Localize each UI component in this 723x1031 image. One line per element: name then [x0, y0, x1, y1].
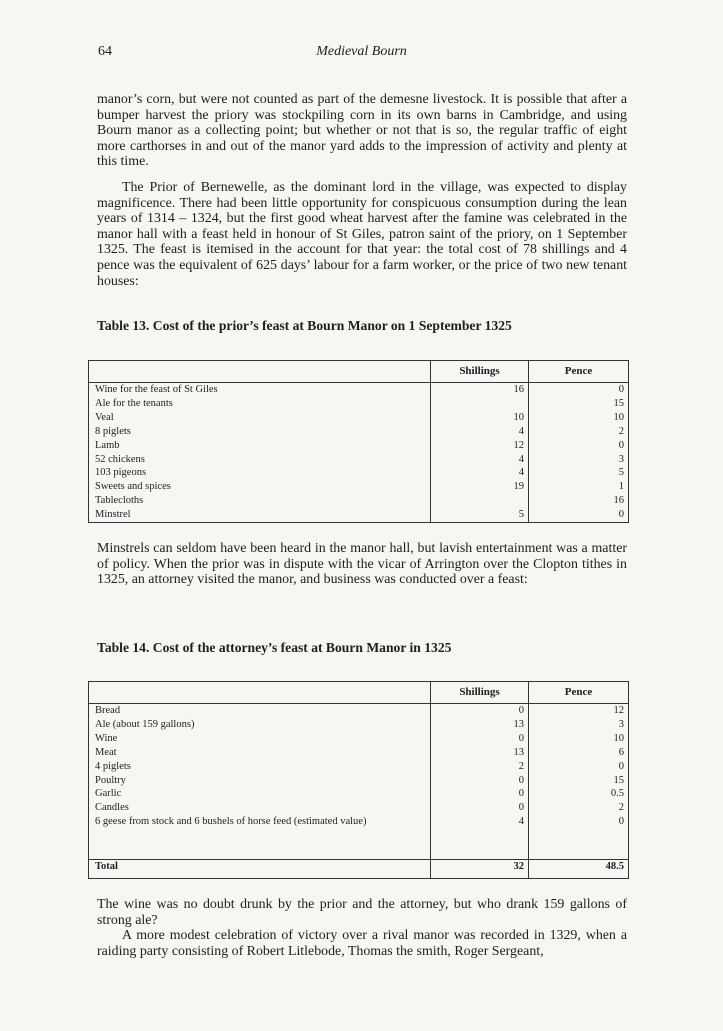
pence-value: 2 [618, 802, 624, 814]
shillings-value [435, 397, 524, 411]
shillings-value: 12 [513, 439, 524, 451]
total-label: Total [89, 860, 431, 879]
paragraph-3: Minstrels can seldom have been heard in the manor hall, but lavish entertainment was a matter of policy. When the prior was in dispute with the vicar of Arrington over the Clopton tithes in 1325, an attorney visited the manor, and business was conducted over a feast: [97, 541, 627, 588]
pence-value: 6 [618, 746, 624, 758]
shillings-value: 0 [518, 774, 524, 786]
pence-value: 2 [618, 425, 624, 437]
total-shillings: 32 [431, 860, 529, 879]
pence-value: 0 [618, 509, 624, 521]
pence-value: 0 [618, 384, 624, 395]
shillings-value: 19 [513, 481, 524, 493]
shillings-value: 0 [518, 705, 524, 716]
table-row: Meat [95, 746, 117, 758]
table-14-pence-header: Pence [529, 682, 629, 704]
pence-value: 0.5 [610, 788, 624, 800]
table-13-pence-header: Pence [529, 361, 629, 383]
paragraph-1: manor’s corn, but were not counted as part of the demesne livestock. It is possible that after a bumper harvest the priory was stockpiling corn in its own barns in Cambridge, and using Bourn manor as a collecting point; but whether or not that is so, the regular traffic of eight more carthorses in and out of the manor yard adds to the impression of activity and plenty at this time. [97, 92, 627, 170]
table-14-shillings-column [431, 704, 529, 860]
table-row: 6 geese from stock and 6 bushels of horse feed (estimated value) [95, 816, 367, 828]
total-pence: 48.5 [529, 860, 629, 879]
table-row: Bread [95, 705, 121, 716]
paragraph-5: A more modest celebration of victory over a rival manor was recorded in 1329, when a raiding party consisting of Robert Litlebode, Thomas the smith, Roger Sergeant, [97, 928, 627, 959]
pence-value: 1 [618, 481, 624, 493]
shillings-value: 4 [518, 453, 524, 465]
page-number: 64 [98, 44, 112, 59]
table-14-shillings-header: Shillings [431, 682, 529, 704]
table-row: 4 piglets [95, 760, 131, 772]
shillings-value: 5 [518, 509, 524, 521]
table-row: Garlic [95, 788, 122, 800]
table-14-item-header [89, 682, 431, 704]
table-row: Tablecloths [95, 495, 144, 507]
pence-value: 3 [618, 718, 624, 730]
pence-value: 5 [618, 467, 624, 479]
table-row: 103 pigeons [95, 467, 147, 479]
pence-value: 10 [613, 411, 624, 423]
shillings-value: 16 [513, 384, 524, 395]
shillings-value: 13 [513, 746, 524, 758]
shillings-value [435, 494, 524, 508]
table-row: Wine for the feast of St Giles [95, 384, 218, 395]
shillings-value: 0 [518, 732, 524, 744]
shillings-value: 2 [518, 760, 524, 772]
running-title: Medieval Bourn [316, 44, 407, 59]
table-row: Poultry [95, 774, 126, 786]
shillings-value: 4 [518, 467, 524, 479]
pence-value: 0 [618, 760, 624, 772]
table-13 [88, 360, 629, 523]
pence-value: 3 [618, 453, 624, 465]
pence-value: 0 [618, 439, 624, 451]
table-row: Veal [95, 411, 114, 423]
table-row: Sweets and spices [95, 481, 171, 493]
shillings-value: 10 [513, 411, 524, 423]
page-header [98, 44, 625, 64]
table-14-title: Table 14. Cost of the attorney’s feast at Bourn Manor in 1325 [97, 640, 452, 655]
pence-value: 15 [613, 774, 624, 786]
table-row: Minstrel [95, 509, 131, 521]
table-13-item-header [89, 361, 431, 383]
pence-value: 12 [613, 705, 624, 716]
pence-value: 10 [613, 732, 624, 744]
table-13-items-column [89, 383, 431, 523]
table-row: Ale for the tenants [95, 397, 173, 409]
table-13-pence-column [529, 383, 629, 523]
table-row: Candles [95, 802, 129, 814]
table-14-items-column [89, 704, 431, 860]
table-row: 8 piglets [95, 425, 131, 437]
table-row: Ale (about 159 gallons) [95, 718, 195, 730]
table-row: Lamb [95, 439, 120, 451]
table-13-shillings-column [431, 383, 529, 523]
shillings-value: 0 [518, 788, 524, 800]
pence-value: 15 [613, 397, 624, 409]
table-14-pence-column [529, 704, 629, 860]
table-row: Wine [95, 732, 118, 744]
paragraph-2: The Prior of Bernewelle, as the dominant lord in the village, was expected to display magnificence. There had been little opportunity for conspicuous consumption during the lean years of 1314 – 1324, but the first good wheat harvest after the famine was celebrated in the manor hall with a feast held in honour of St Giles, patron saint of the priory, on 1 September 1325. The feast is itemised in the account for that year: the total cost of 78 shillings and 4 pence was the equivalent of 625 days’ labour for a farm worker, or the price of two new tenant houses: [97, 180, 627, 289]
shillings-value: 4 [518, 425, 524, 437]
pence-value: 16 [613, 495, 624, 507]
shillings-value: 13 [513, 718, 524, 730]
shillings-value: 0 [518, 802, 524, 814]
shillings-value: 4 [518, 816, 524, 828]
table-13-shillings-header: Shillings [431, 361, 529, 383]
table-14 [88, 681, 629, 879]
paragraph-4: The wine was no doubt drunk by the prior and the attorney, but who drank 159 gallons of strong ale? [97, 897, 627, 928]
pence-value: 0 [618, 816, 624, 828]
table-row: 52 chickens [95, 453, 145, 465]
table-13-title: Table 13. Cost of the prior’s feast at Bourn Manor on 1 September 1325 [97, 318, 512, 333]
